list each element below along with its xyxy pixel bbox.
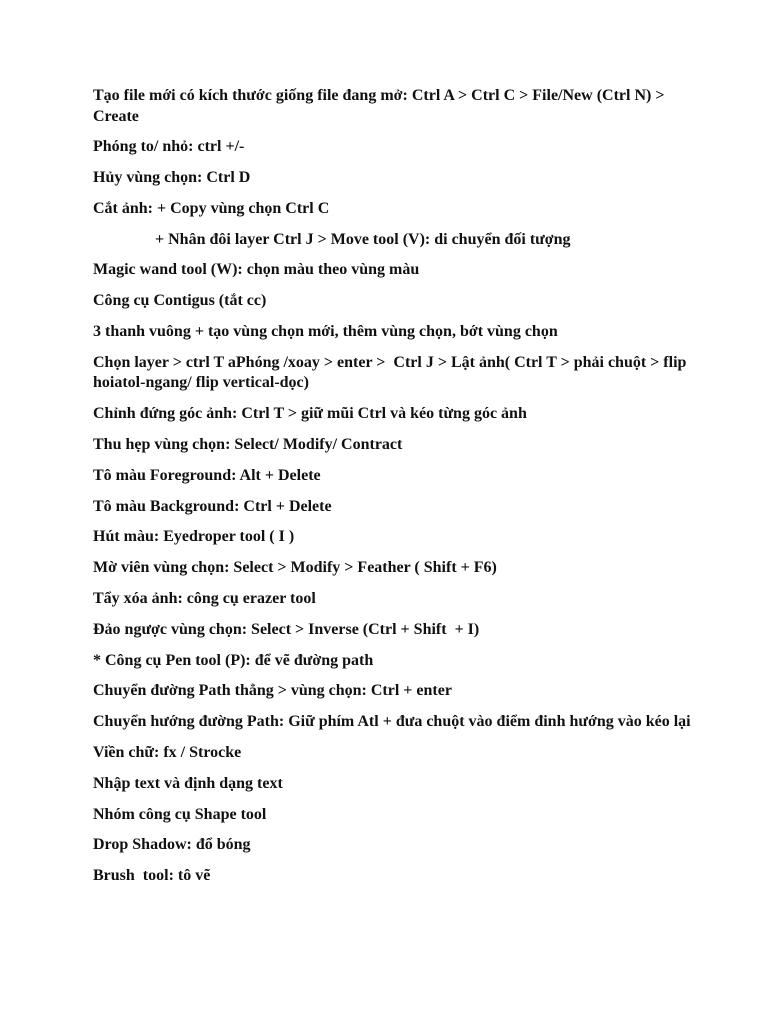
note-line: Nhập text và định dạng text [93, 774, 283, 792]
note-line: Viền chữ: fx / Strocke [93, 743, 242, 761]
note-line: Chỉnh đứng góc ảnh: Ctrl T > giữ mũi Ctrl và kéo từng góc ảnh [93, 405, 527, 423]
note-line: * Công cụ Pen tool (P): để vẽ đường path [93, 651, 374, 669]
note-line: Tạo file mới có kích thước giống file đang mở: Ctrl A > Ctrl C > File/New (Ctrl N) > Create [93, 87, 669, 125]
note-line: Chọn layer > ctrl T aPhóng /xoay > enter > Ctrl J > Lật ảnh( Ctrl T > phải chuột > flip hoiatol-ngang/ flip vertical-dọc) [93, 353, 691, 392]
note-line: Phóng to/ nhỏ: ctrl +/- [93, 138, 245, 156]
note-line: Nhóm công cụ Shape tool [93, 805, 267, 823]
note-line: Chuyển đường Path thẳng > vùng chọn: Ctrl + enter [93, 682, 452, 700]
note-line: Cắt ảnh: + Copy vùng chọn Ctrl C [93, 199, 330, 217]
note-line: Công cụ Contigus (tắt cc) [93, 292, 267, 310]
note-line: Đảo ngược vùng chọn: Select > Inverse (Ctrl + Shift + I) [93, 620, 480, 638]
note-line: Thu hẹp vùng chọn: Select/ Modify/ Contract [93, 435, 403, 453]
note-line: + Nhân đôi layer Ctrl J > Move tool (V): di chuyển đối tượng [155, 230, 571, 248]
note-line: 3 thanh vuông + tạo vùng chọn mới, thêm vùng chọn, bớt vùng chọn [93, 323, 558, 341]
note-line: Hút màu: Eyedroper tool ( I ) [93, 528, 295, 546]
note-line: Tẩy xóa ảnh: công cụ erazer tool [93, 589, 316, 607]
shortcut-notes-list [93, 86, 693, 897]
note-line: Mờ viên vùng chọn: Select > Modify > Feather ( Shift + F6) [93, 559, 497, 577]
note-line: Chuyển hướng đường Path: Giữ phím Atl + đưa chuột vào điểm đinh hướng vào kéo lại [93, 713, 691, 731]
note-line: Hủy vùng chọn: Ctrl D [93, 169, 251, 187]
note-line: Drop Shadow: đổ bóng [93, 836, 251, 854]
note-line: Tô màu Foreground: Alt + Delete [93, 466, 321, 484]
note-line: Brush tool: tô vẽ [93, 867, 211, 885]
note-line: Tô màu Background: Ctrl + Delete [93, 497, 332, 515]
note-line: Magic wand tool (W): chọn màu theo vùng màu [93, 261, 420, 279]
